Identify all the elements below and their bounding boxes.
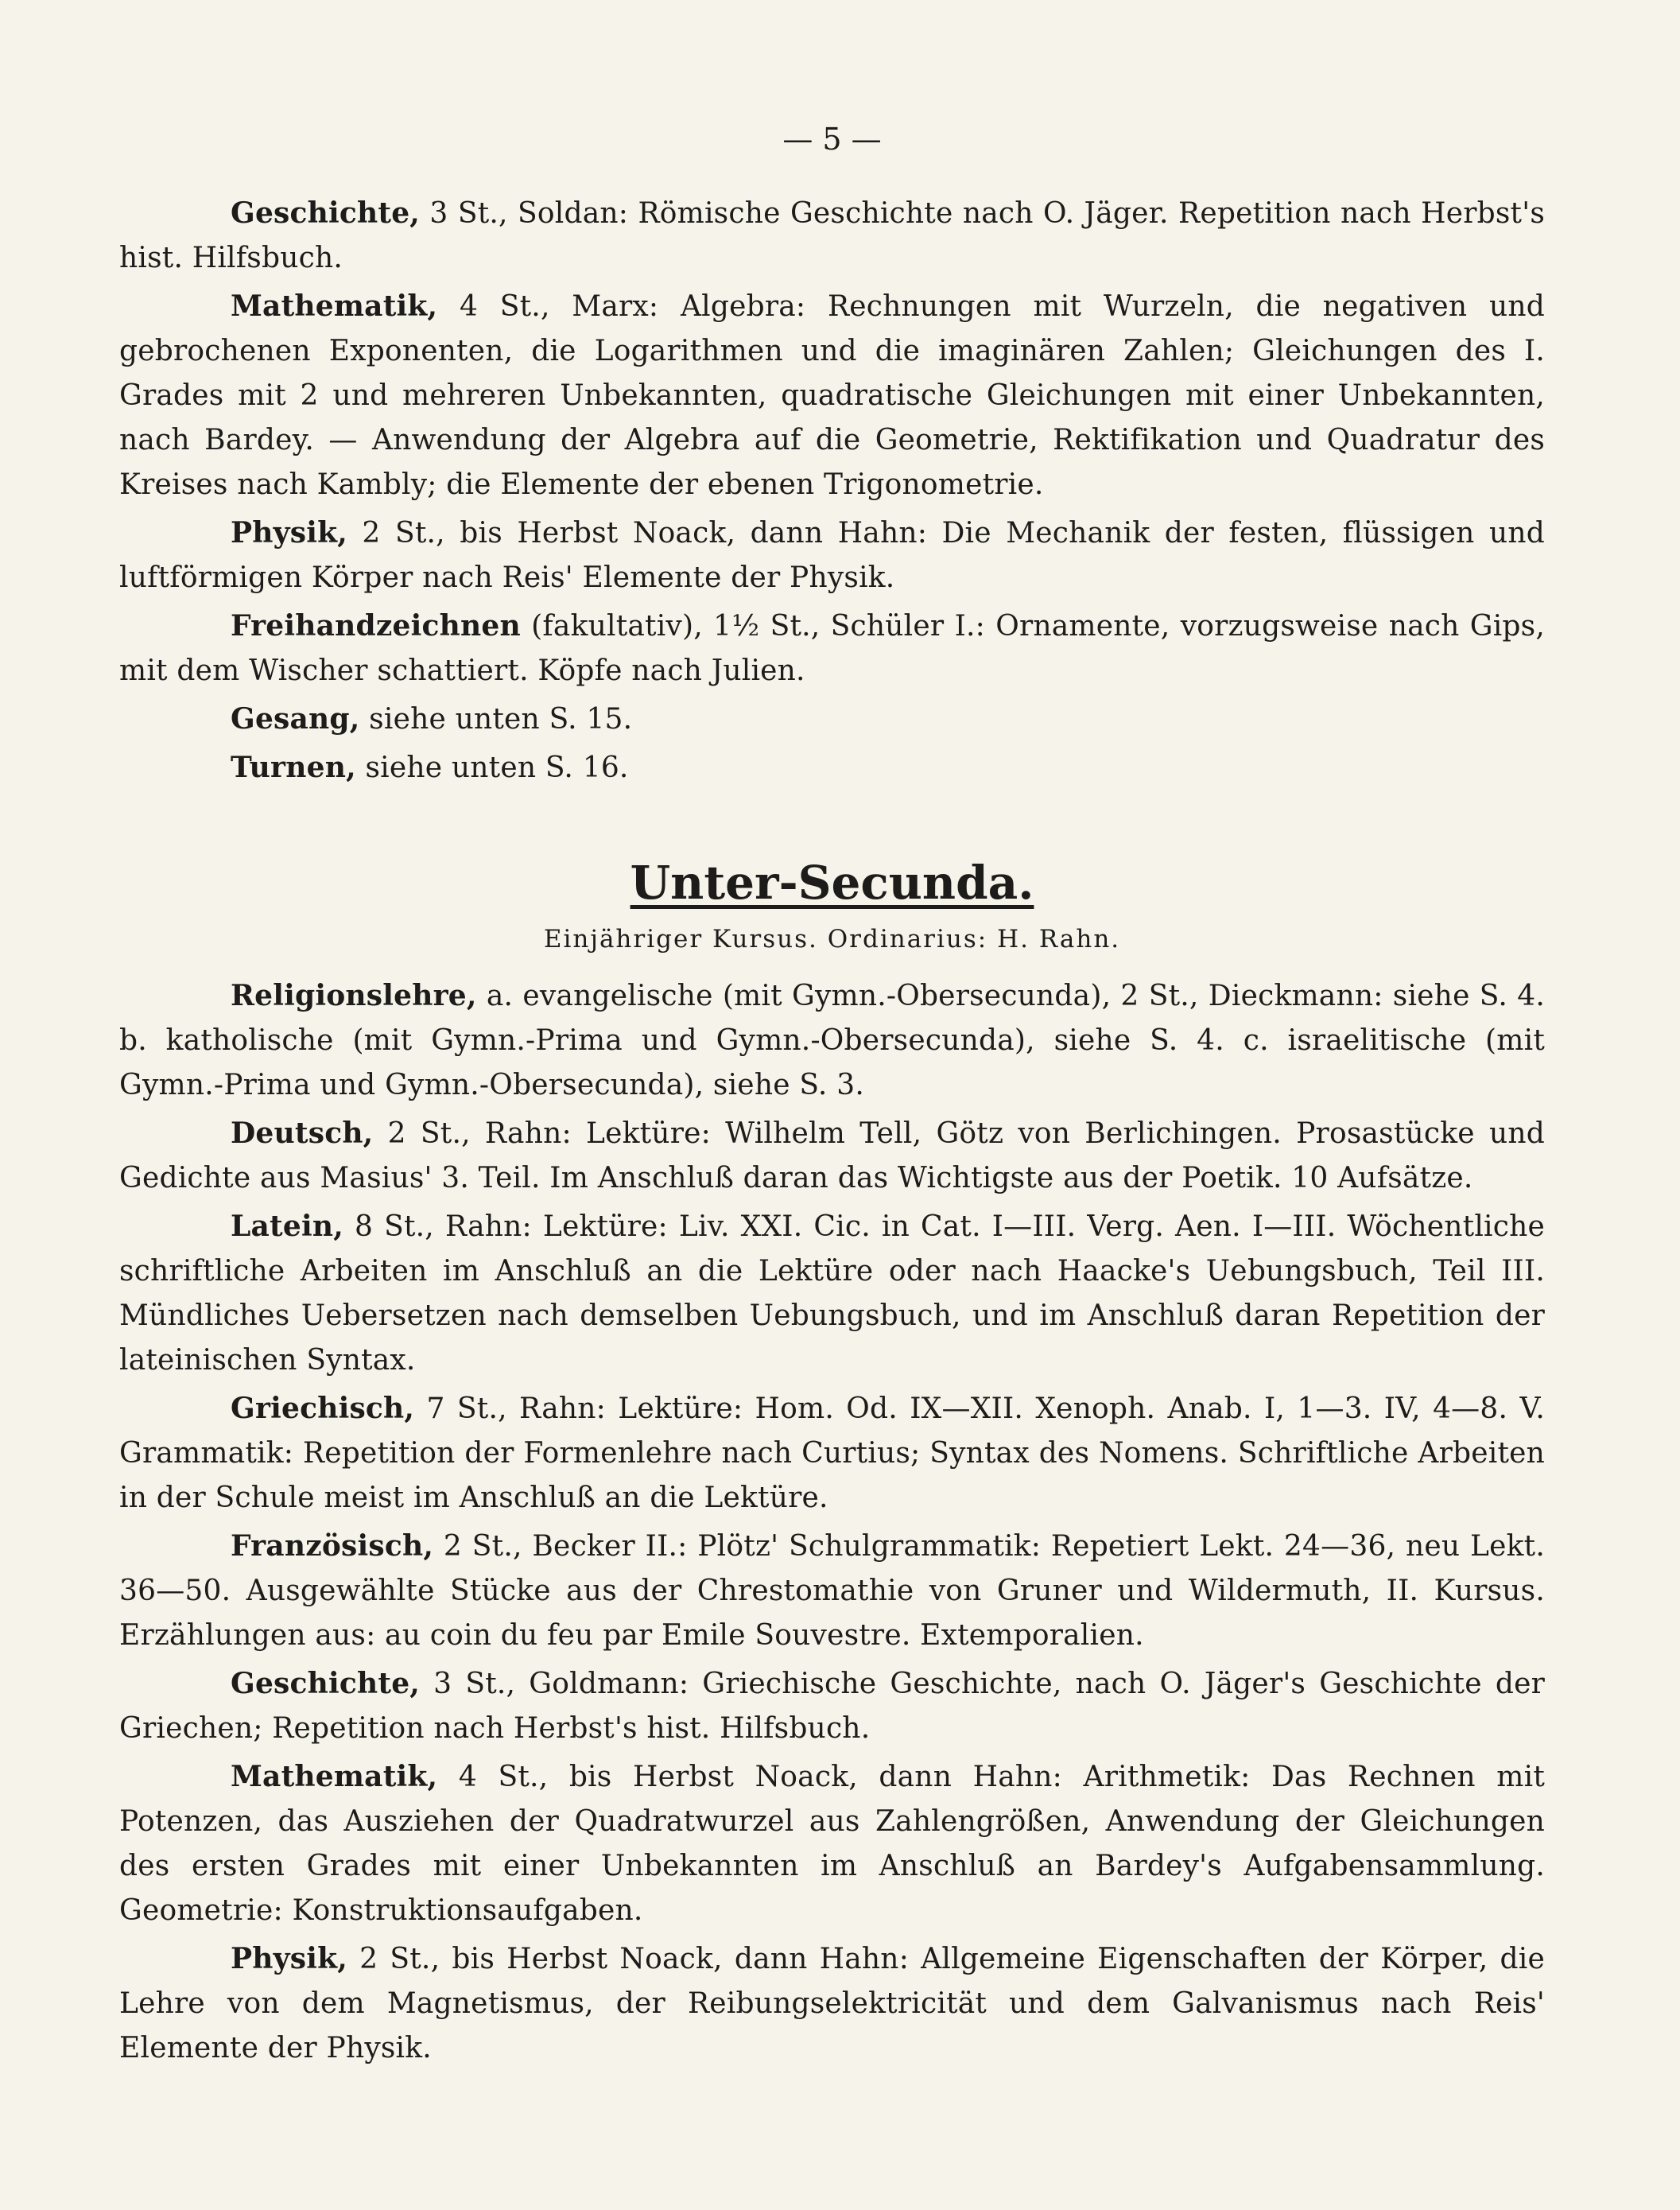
- entry-mathematik-1: [119, 284, 1545, 507]
- entry-text: 2 St., bis Herbst Noack, dann Hahn: Allgemeine Eigenschaften der Körper, die Lehre von dem Magnetismus, der Reibungselektricität und dem Galvanismus nach Reis' Elemente der Physik.: [119, 1943, 1545, 2064]
- page-number: — 5 —: [782, 122, 882, 157]
- entry-griechisch: [119, 1386, 1545, 1521]
- entry-physik-1: [119, 511, 1545, 600]
- section-subtitle: Einjähriger Kursus. Ordinarius: H. Rahn.: [543, 925, 1121, 954]
- entry-gesang: [119, 697, 1545, 742]
- entry-latein: [119, 1204, 1545, 1383]
- subject-label: Physik,: [231, 516, 347, 550]
- entry-text: siehe unten S. 15.: [359, 703, 633, 736]
- subject-label: Griechisch,: [231, 1392, 415, 1425]
- entry-text: 3 St., Soldan: Römische Geschichte nach O. Jäger. Repetition nach Herbst's hist. Hilfsbuch.: [119, 197, 1545, 274]
- entry-freihandzeichnen: [119, 604, 1545, 693]
- subject-label: Religionslehre,: [231, 979, 477, 1012]
- entry-text: 4 St., bis Herbst Noack, dann Hahn: Arithmetik: Das Rechnen mit Potenzen, das Ausziehen der Quadratwurzel aus Zahlengrößen, Anwendung der Gleichungen des ersten Grades mit einer Unbekannten im Anschluß an Bardey's Aufgabensammlung. Geometrie: Konstruktionsaufgaben.: [119, 1761, 1545, 1927]
- entry-physik-2: [119, 1936, 1545, 2071]
- subject-label: Physik,: [231, 1942, 347, 1975]
- entry-mathematik-2: [119, 1754, 1545, 1933]
- subject-label: Geschichte,: [231, 1667, 421, 1700]
- entry-geschichte-2: [119, 1661, 1545, 1751]
- subject-label: Mathematik,: [231, 289, 438, 323]
- subject-label: Freihandzeichnen: [231, 609, 521, 643]
- entry-turnen: [119, 745, 1545, 790]
- entry-text: siehe unten S. 16.: [355, 752, 629, 784]
- subject-label: Französisch,: [231, 1529, 434, 1563]
- entry-religionslehre: [119, 973, 1545, 1108]
- entry-geschichte-1: [119, 191, 1545, 281]
- subject-label: Geschichte,: [231, 196, 421, 230]
- entry-text: 7 St., Rahn: Lektüre: Hom. Od. IX—XII. Xenoph. Anab. I, 1—3. IV, 4—8. V. Grammatik: Repetition der Formenlehre nach Curtius; Syntax des Nomens. Schriftliche Arbeiten in der Schule meist im Anschluß an die Lektüre.: [119, 1392, 1545, 1514]
- subject-label: Turnen,: [231, 751, 356, 784]
- subject-label: Mathematik,: [231, 1760, 438, 1793]
- entry-text: (fakultativ), 1½ St., Schüler I.: Ornamente, vorzugsweise nach Gips, mit dem Wischer schattiert. Köpfe nach Julien.: [119, 610, 1545, 687]
- subject-label: Latein,: [231, 1210, 343, 1243]
- entry-deutsch: [119, 1111, 1545, 1201]
- entry-text: a. evangelische (mit Gymn.-Obersecunda), 2 St., Dieckmann: siehe S. 4. b. katholische (mit Gymn.-Prima und Gymn.-Obersecunda), siehe S. 4. c. israelitische (mit Gymn.-Prima und Gymn.-Obersecunda), siehe S. 3.: [119, 980, 1545, 1101]
- entry-franzoesisch: [119, 1524, 1545, 1658]
- section-title: Unter-Secunda.: [630, 856, 1034, 910]
- entry-text: 2 St., Rahn: Lektüre: Wilhelm Tell, Götz von Berlichingen. Prosastücke und Gedichte aus Masius' 3. Teil. Im Anschluß daran das Wichtigste aus der Poetik. 10 Aufsätze.: [119, 1117, 1545, 1194]
- entry-text: 8 St., Rahn: Lektüre: Liv. XXI. Cic. in Cat. I—III. Verg. Aen. I—III. Wöchentliche schriftliche Arbeiten im Anschluß an die Lektüre oder nach Haacke's Uebungsbuch, Teil III. Mündliches Uebersetzen nach demselben Uebungsbuch, und im Anschluß daran Repetition der lateinischen Syntax.: [119, 1210, 1545, 1377]
- entry-text: 4 St., Marx: Algebra: Rechnungen mit Wurzeln, die negativen und gebrochenen Exponenten, die Logarithmen und die imaginären Zahlen; Gleichungen des I. Grades mit 2 und mehreren Unbekannten, quadratische Gleichungen mit einer Unbekannten, nach Bardey. — Anwendung der Algebra auf die Geometrie, Rektifikation und Quadratur des Kreises nach Kambly; die Elemente der ebenen Trigonometrie.: [119, 290, 1545, 501]
- entry-text: 2 St., Becker II.: Plötz' Schulgrammatik: Repetiert Lekt. 24—36, neu Lekt. 36—50. Ausgewählte Stücke aus der Chrestomathie von Gruner und Wildermuth, II. Kursus. Erzählungen aus: au coin du feu par Emile Souvestre. Extemporalien.: [119, 1530, 1545, 1652]
- subject-label: Gesang,: [231, 702, 360, 736]
- subject-label: Deutsch,: [231, 1117, 374, 1150]
- entry-text: 2 St., bis Herbst Noack, dann Hahn: Die Mechanik der festen, flüssigen und luftförmigen Körper nach Reis' Elemente der Physik.: [119, 517, 1545, 594]
- entry-text: 3 St., Goldmann: Griechische Geschichte, nach O. Jäger's Geschichte der Griechen; Repetition nach Herbst's hist. Hilfsbuch.: [119, 1668, 1545, 1745]
